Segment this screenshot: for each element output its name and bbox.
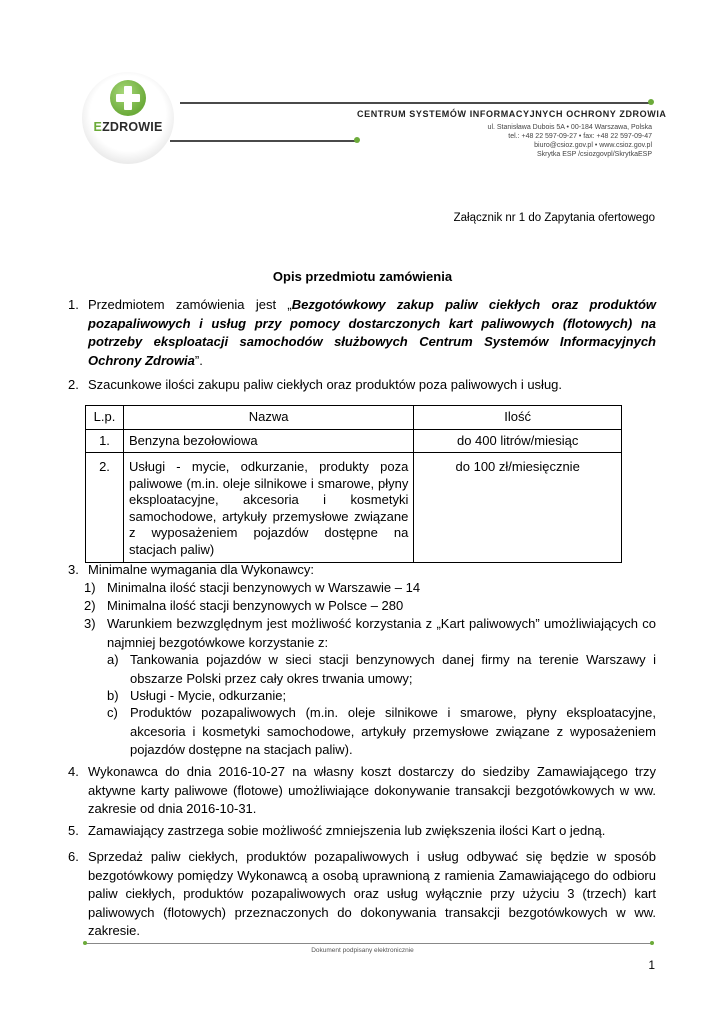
cell-name: Benzyna bezołowiowa [123,429,413,453]
table-row [86,453,622,563]
item-4: Wykonawca do dnia 2016-10-27 na własny koszt dostarczy do siedziby Zamawiającego trzy aktywne karty paliwowe (flotowe) umożliwiające dokonywanie transakcji bezgotówkowych w ww. zakresie od dnia 2016-10-31. [88,764,656,817]
page-title: Opis przedmiotu zamówienia [272,269,453,284]
table-row [86,429,622,453]
item-2: Szacunkowe ilości zakupu paliw ciekłych oraz produktów poza paliwowych i usług. [88,377,563,392]
header-dot-mid [354,137,360,143]
header-nazwa: Nazwa [123,406,413,430]
header-rule-top [180,102,650,104]
address-line-2: tel.: +48 22 597-09-27 • fax: +48 22 597-09-47 [508,133,652,140]
address-line-4: Skrytka ESP /csiozgovpl/SkrytkaESP [536,151,652,158]
address-line-1: ul. Stanisława Dubois 5A • 00-184 Warszawa, Polska [487,124,652,131]
subitem: Minimalna ilość stacji benzynowych w Warszawie – 14 [107,580,421,595]
item-number-1: 1. [68,297,79,312]
annex-label: Załącznik nr 1 do Zapytania ofertowego [453,212,655,224]
item-6: Sprzedaż paliw ciekłych, produktów pozapaliwowych i usług odbywać się będzie w sposób bezgotówkowy pomiędzy Wykonawcą a osobą uprawnioną z ramienia Zamawiającego do odbioru paliw ciekłych, produktów pozapaliwowych oraz usług wyłącznie przy użyciu 3 (trzech) kart paliwowych (flotowych) przeznaczonych do dokonywania transakcji bezgotówkowych w ww. zakresie. [88,849,656,939]
footer-dot-right [650,941,654,945]
subitem-number: 3) [84,616,96,631]
cell-name: Usługi - mycie, odkurzanie, produkty poza paliwowe (m.in. oleje silnikowe i smarowe, płyny eksploatacyjne, akcesoria i kosmetyki samochodowe, artykuły przemysłowe związane z wyposażeniem pojazdów dostępne na stacjach paliw) [123,453,413,563]
cell-lp: 2. [86,453,124,563]
signed-note: Dokument podpisany elektronicznie [311,947,414,954]
subsubitem: Tankowania pojazdów w sieci stacji benzynowych danej firmy na terenie Warszawy i obszarze Polski przez cały okres trwania umowy; [130,652,656,686]
subitem-number: 1) [84,580,96,595]
footer-dot-left [83,941,87,945]
item-3: Minimalne wymagania dla Wykonawcy: [88,562,315,577]
item-number-3: 3. [68,562,79,577]
cell-qty: do 100 zł/miesięcznie [414,453,622,563]
item-number-2: 2. [68,377,79,392]
subitem: Minimalna ilość stacji benzynowych w Polsce – 280 [107,598,404,613]
org-name: CENTRUM SYSTEMÓW INFORMACYJNYCH OCHRONY ZDROWIA [357,109,667,119]
subitem-number: 2) [84,598,96,613]
cell-lp: 1. [86,429,124,453]
item-number-4: 4. [68,764,79,779]
address-line-3: biuro@csioz.gov.pl • www.csioz.gov.pl [534,142,652,149]
cell-qty: do 400 litrów/miesiąc [414,429,622,453]
header-rule-bottom [170,140,355,142]
page-number: 1 [648,958,655,972]
subsubitem: Produktów pozapaliwowych (m.in. oleje silnikowe i smarowe, płyny eksploatacyjne, akcesoria i kosmetyki samochodowe, artykuły przemysłowe związane z wyposażeniem pojazdów dostępne na stacjach paliw). [130,705,656,758]
item-number-6: 6. [68,849,79,864]
item-1: Przedmiotem zamówienia jest „Bezgotówkowy zakup paliw ciekłych oraz produktów pozapaliwowych i usług przy pomocy dostarczonych kart paliwowych (flotowych) na potrzeby eksploatacji samochodów służbowych Centrum Systemów Informacyjnych Ochrony Zdrowia”. [88,297,656,368]
table-header-row [86,406,622,430]
header-lp: L.p. [86,406,124,430]
subsubitem-number: c) [107,705,118,720]
item-5: Zamawiający zastrzega sobie możliwość zmniejszenia lub zwiększenia ilości Kart o jedną. [88,823,606,838]
subsubitem: Usługi - Mycie, odkurzanie; [130,688,287,703]
subitem: Warunkiem bezwzględnym jest możliwość korzystania z „Kart paliwowych” umożliwiających co najmniej bezgotówkowe korzystanie z: [107,616,656,650]
header-dot-right [648,99,654,105]
header-ilosc: Ilość [414,406,622,430]
footer-rule [85,943,652,944]
estimate-table [85,405,622,563]
plus-icon-horizontal [116,94,140,102]
subsubitem-number: a) [107,652,119,667]
item-number-5: 5. [68,823,79,838]
subsubitem-number: b) [107,688,119,703]
logo-wordmark: EZDROWIE [93,120,163,134]
